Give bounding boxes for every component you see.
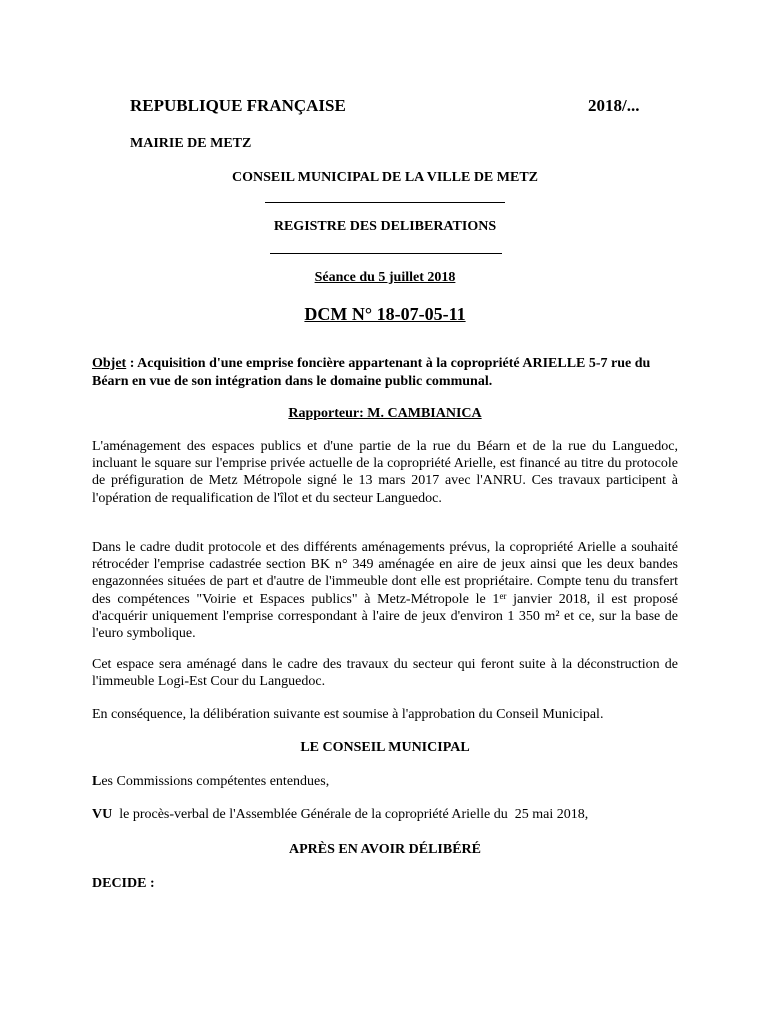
objet-label: Objet	[92, 356, 127, 371]
objet-text: : Acquisition d'une emprise foncière appartenant à la copropriété ARIELLE 5-7 rue du Béarn en vue de son intégration dans le domaine public communal.	[92, 356, 651, 389]
divider	[270, 253, 502, 254]
objet-block	[92, 355, 678, 391]
commissions-initial: L	[92, 774, 102, 789]
le-conseil-heading: LE CONSEIL MUNICIPAL	[300, 740, 470, 755]
paragraph-amenagement: L'aménagement des espaces publics et d'une partie de la rue du Béarn et de la rue du Languedoc, incluant le square sur l'emprise privée actuelle de la copropriété Arielle, est financé au titre du protocole de préfiguration de Metz Métropole signé le 13 mars 2017 avec l'ANRU. Ces travaux participent à l'opération de requalification de l'îlot et du secteur Languedoc.	[92, 439, 678, 506]
commissions-text: es Commissions compétentes entendues,	[101, 774, 330, 789]
registre-heading: REGISTRE DES DELIBERATIONS	[273, 219, 497, 234]
paragraph-protocole-part1: Dans le cadre dudit protocole et des différents aménagements prévus, la copropriété Arielle a souhaité rétrocéder l'emprise cadastrée section BK n° 349 aménagée en aire de jeux ainsi que les deux bandes engazonnées situées de part et d'autre de l'immeuble dont elle est propriétaire. Compte tenu du transfert des compétences "Voirie et Espaces publics" à Metz-Métropole le 1	[92, 540, 678, 607]
decide-heading: DECIDE :	[92, 876, 155, 891]
divider	[265, 202, 505, 203]
mairie-heading: MAIRIE DE METZ	[130, 136, 252, 151]
dcm-number: DCM N° 18-07-05-11	[304, 304, 466, 324]
vu-line	[92, 807, 588, 823]
paragraph-protocole	[92, 539, 678, 642]
paragraph-consequence: En conséquence, la délibération suivante est soumise à l'approbation du Conseil Municipal.	[92, 707, 604, 722]
conseil-heading: CONSEIL MUNICIPAL DE LA VILLE DE METZ	[232, 170, 538, 185]
rapporteur: Rapporteur: M. CAMBIANICA	[288, 406, 482, 421]
vu-text: le procès-verbal de l'Assemblée Générale de la copropriété Arielle du 25 mai 2018,	[112, 807, 589, 822]
deliberation-number: 2018/...	[588, 96, 640, 115]
seance-date: Séance du 5 juillet 2018	[314, 270, 456, 285]
commissions-line	[92, 774, 329, 790]
ordinal-superscript: er	[499, 590, 507, 601]
paragraph-protocole-part2: janvier 2018, il est proposé d'acquérir uniquement l'emprise correspondant à l'aire de jeux d'environ 1 350 m² et ce, sur la base de l'euro symbolique.	[92, 591, 679, 642]
republique-heading: REPUBLIQUE FRANÇAISE	[130, 96, 346, 115]
paragraph-espace: Cet espace sera aménagé dans le cadre des travaux du secteur qui feront suite à la déconstruction de l'immeuble Logi-Est Cour du Languedoc.	[92, 657, 678, 690]
vu-label: VU	[92, 807, 113, 822]
apres-deliberation-heading: APRÈS EN AVOIR DÉLIBÉRÉ	[288, 842, 481, 857]
